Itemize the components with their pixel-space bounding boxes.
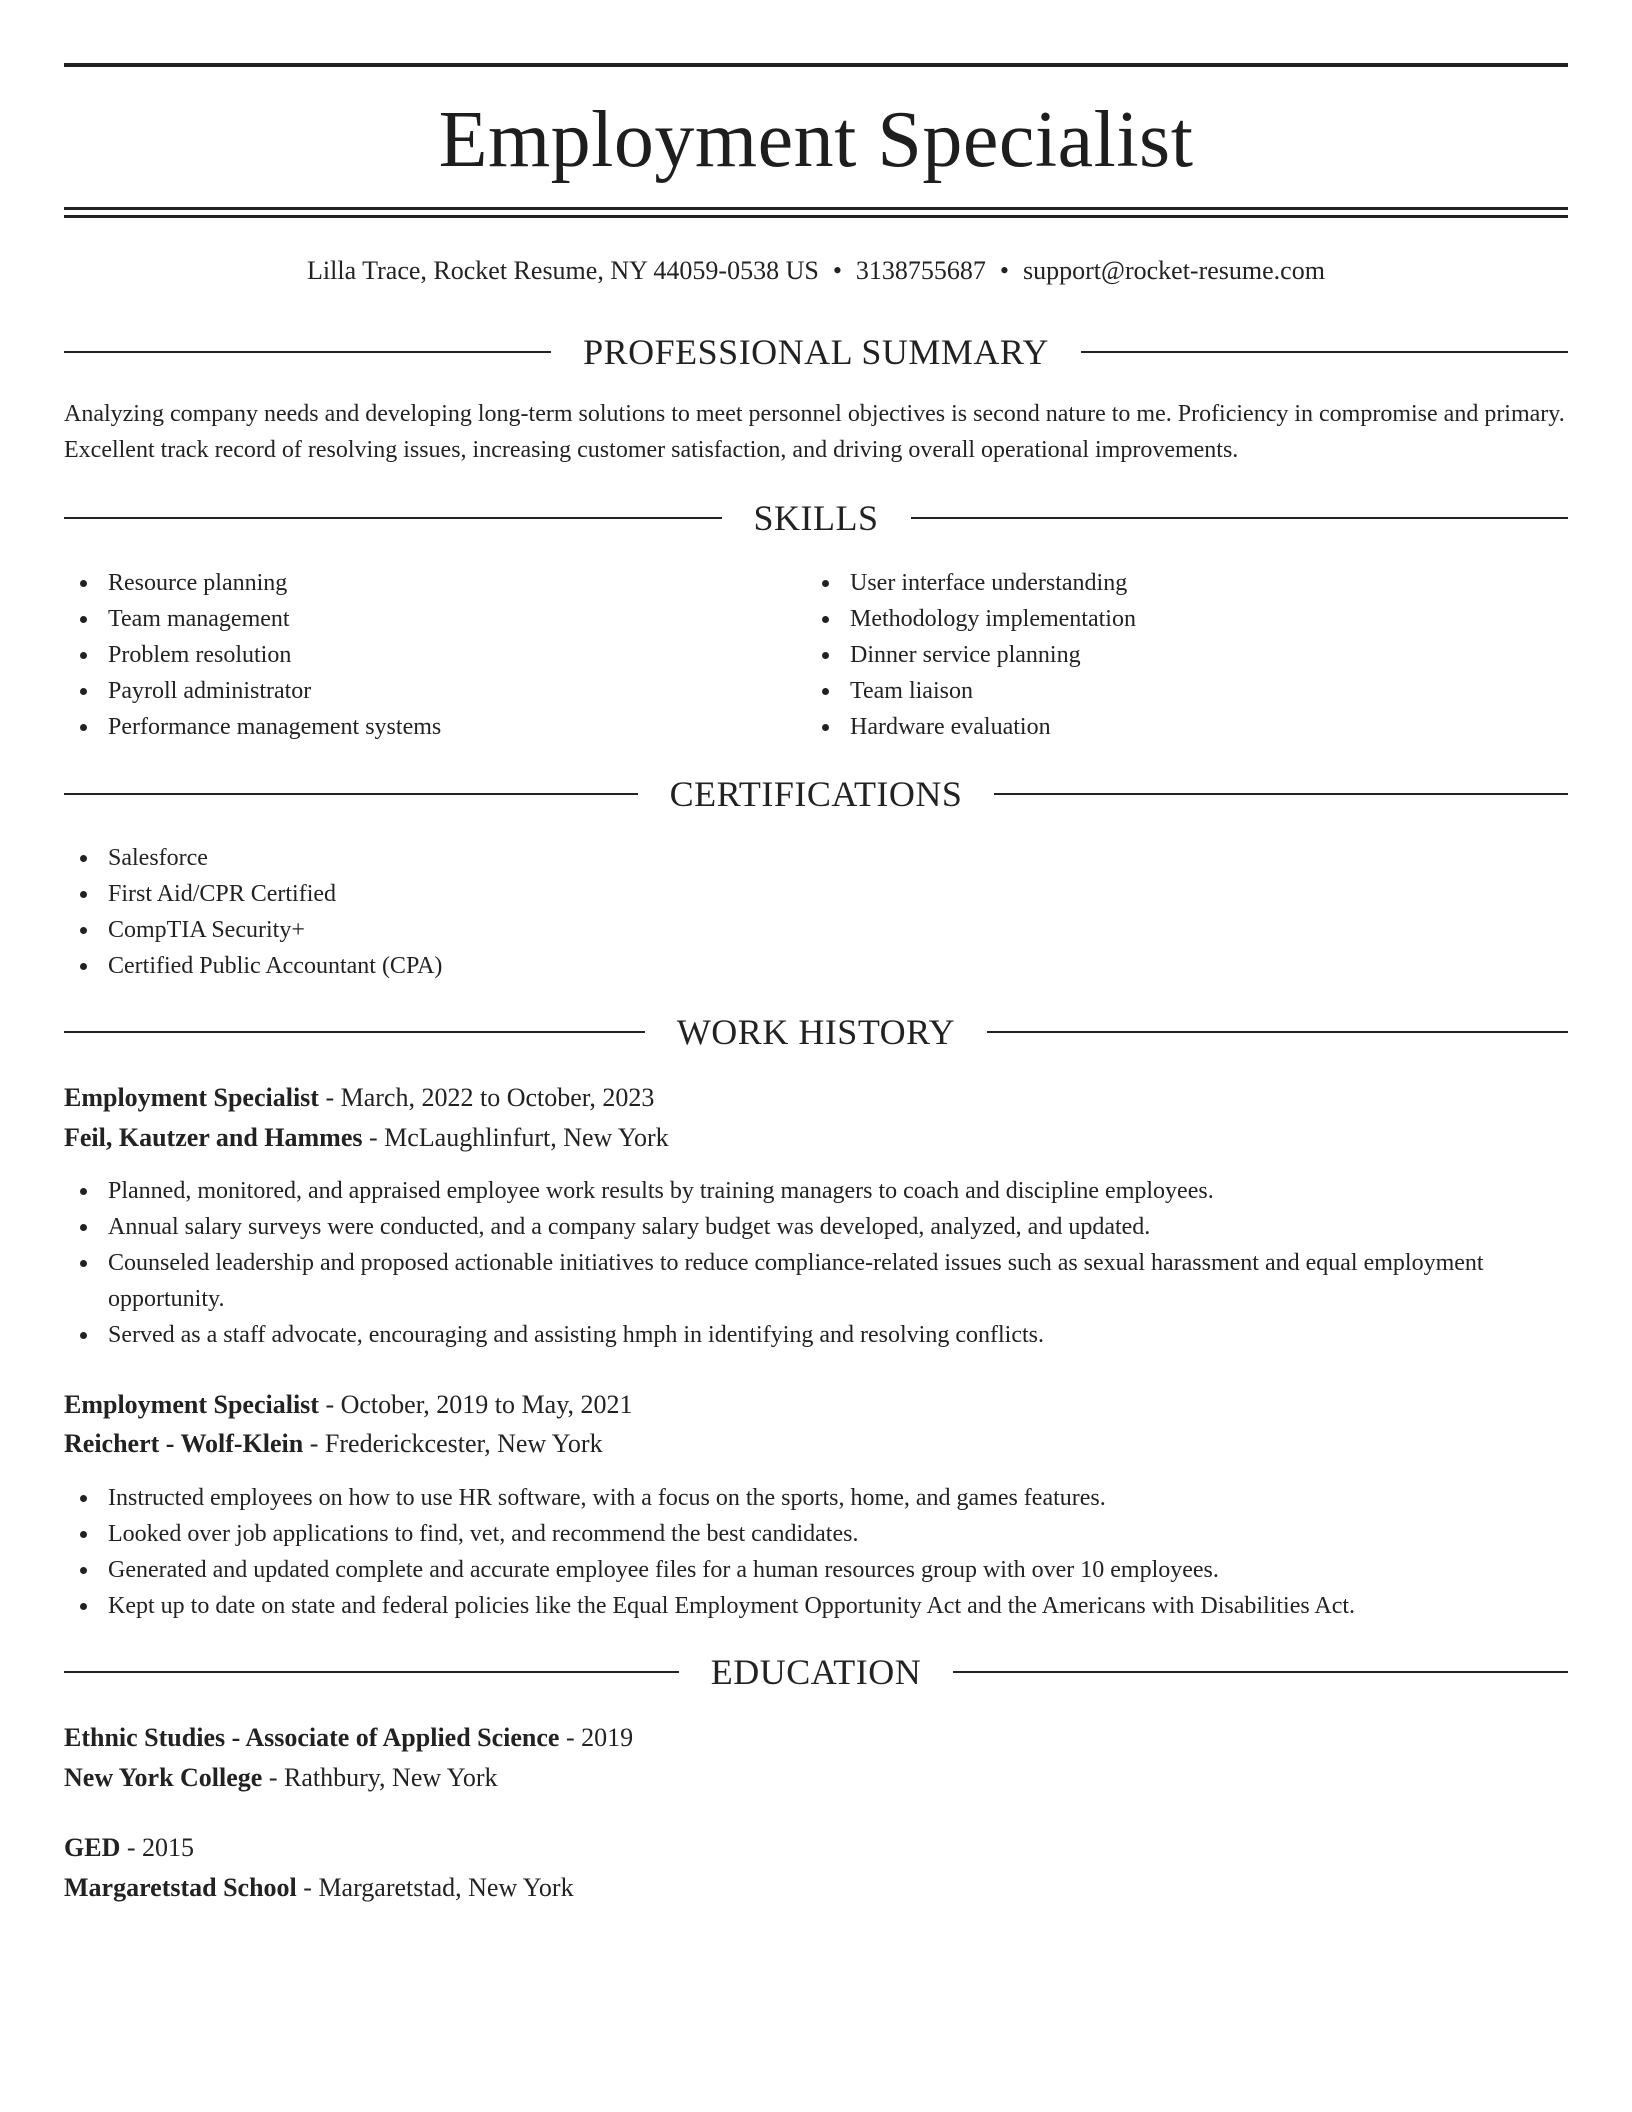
heading-rule bbox=[987, 1031, 1568, 1033]
education-degree: GED bbox=[64, 1833, 121, 1862]
section-heading-summary bbox=[64, 330, 1568, 374]
education-degree-line bbox=[64, 1720, 1568, 1756]
education-year: - 2019 bbox=[559, 1723, 634, 1752]
job-title-line bbox=[64, 1387, 1568, 1423]
title-rule-upper bbox=[64, 207, 1568, 210]
section-title: EDUCATION bbox=[710, 1652, 922, 1692]
section-title: PROFESSIONAL SUMMARY bbox=[583, 332, 1049, 372]
section-title: SKILLS bbox=[753, 498, 879, 538]
certification-item: Certified Public Accountant (CPA) bbox=[64, 948, 1568, 984]
title-rule-lower bbox=[64, 215, 1568, 218]
top-rule bbox=[64, 63, 1568, 67]
section-heading-work-history bbox=[64, 1010, 1568, 1054]
job-location: - Frederickcester, New York bbox=[303, 1429, 603, 1458]
job-duties-list bbox=[64, 1480, 1568, 1624]
job-duty-item: Served as a staff advocate, encouraging and assisting hmph in identifying and resolving conflicts. bbox=[64, 1317, 1568, 1353]
job-duty-item: Kept up to date on state and federal policies like the Equal Employment Opportunity Act and the Americans with Disabilities Act. bbox=[64, 1588, 1568, 1624]
job-duty-item: Generated and updated complete and accurate employee files for a human resources group with over 10 employees. bbox=[64, 1552, 1568, 1588]
section-title: CERTIFICATIONS bbox=[669, 774, 963, 814]
section-heading-certifications bbox=[64, 772, 1568, 816]
skill-item: Payroll administrator bbox=[64, 673, 804, 709]
job-duty-item: Instructed employees on how to use HR software, with a focus on the sports, home, and games features. bbox=[64, 1480, 1568, 1516]
contact-phone: 3138755687 bbox=[855, 256, 986, 285]
education-school: New York College bbox=[64, 1763, 263, 1792]
job-duty-item: Planned, monitored, and appraised employee work results by training managers to coach and discipline employees. bbox=[64, 1173, 1568, 1209]
heading-rule bbox=[1081, 351, 1568, 353]
skill-item: Dinner service planning bbox=[806, 637, 1566, 673]
heading-rule bbox=[64, 1671, 679, 1673]
job-duty-item: Looked over job applications to find, vet, and recommend the best candidates. bbox=[64, 1516, 1568, 1552]
contact-separator: • bbox=[999, 256, 1010, 285]
job-title: Employment Specialist bbox=[64, 1390, 319, 1419]
certification-item: Salesforce bbox=[64, 840, 1568, 876]
job-dates: - March, 2022 to October, 2023 bbox=[318, 1083, 655, 1112]
skills-list-left bbox=[64, 565, 804, 745]
contact-line bbox=[64, 254, 1568, 288]
heading-rule bbox=[911, 517, 1569, 519]
heading-rule bbox=[64, 351, 551, 353]
skill-item: Problem resolution bbox=[64, 637, 804, 673]
job-dates: - October, 2019 to May, 2021 bbox=[318, 1390, 633, 1419]
education-location: - Margaretstad, New York bbox=[296, 1873, 574, 1902]
job-company-line bbox=[64, 1426, 1568, 1462]
job-duty-item: Counseled leadership and proposed actionable initiatives to reduce compliance-related issues such as sexual harassment and equal employment opportunity. bbox=[64, 1245, 1568, 1317]
summary-text: Analyzing company needs and developing long-term solutions to meet personnel objectives is second nature to me. Proficiency in compromise and primary. Excellent track record of resolving issues, increasing customer satisfaction, and driving overall operational improvements. bbox=[64, 401, 1565, 463]
certifications-list bbox=[64, 840, 1568, 984]
education-degree: Ethnic Studies - Associate of Applied Science bbox=[64, 1723, 560, 1752]
contact-address: Lilla Trace, Rocket Resume, NY 44059-0538 US bbox=[307, 256, 819, 285]
education-school: Margaretstad School bbox=[64, 1873, 297, 1902]
skill-item: Methodology implementation bbox=[806, 601, 1566, 637]
contact-email: support@rocket-resume.com bbox=[1023, 256, 1325, 285]
education-school-line bbox=[64, 1870, 1568, 1906]
skills-list-right bbox=[806, 565, 1566, 745]
skill-item: Team liaison bbox=[806, 673, 1566, 709]
heading-rule bbox=[64, 1031, 645, 1033]
skill-item: Resource planning bbox=[64, 565, 804, 601]
job-title-line bbox=[64, 1080, 1568, 1116]
heading-rule bbox=[64, 793, 638, 795]
certification-item: CompTIA Security+ bbox=[64, 912, 1568, 948]
skill-item: Team management bbox=[64, 601, 804, 637]
education-school-line bbox=[64, 1760, 1568, 1796]
skill-item: User interface understanding bbox=[806, 565, 1566, 601]
section-title: WORK HISTORY bbox=[676, 1012, 956, 1052]
section-heading-education bbox=[64, 1650, 1568, 1694]
education-year: - 2015 bbox=[120, 1833, 195, 1862]
job-title: Employment Specialist bbox=[64, 1083, 319, 1112]
skill-item: Performance management systems bbox=[64, 709, 804, 745]
job-company-line bbox=[64, 1120, 1568, 1156]
heading-rule bbox=[994, 793, 1568, 795]
job-location: - McLaughlinfurt, New York bbox=[362, 1123, 669, 1152]
job-duties-list bbox=[64, 1173, 1568, 1353]
heading-rule bbox=[64, 517, 722, 519]
education-location: - Rathbury, New York bbox=[262, 1763, 498, 1792]
certification-item: First Aid/CPR Certified bbox=[64, 876, 1568, 912]
skill-item: Hardware evaluation bbox=[806, 709, 1566, 745]
heading-rule bbox=[953, 1671, 1568, 1673]
contact-separator: • bbox=[832, 256, 842, 285]
resume-title: Employment Specialist bbox=[438, 96, 1194, 184]
job-company: Feil, Kautzer and Hammes bbox=[64, 1123, 363, 1152]
education-degree-line bbox=[64, 1830, 1568, 1866]
section-heading-skills bbox=[64, 496, 1568, 540]
job-company: Reichert - Wolf-Klein bbox=[64, 1429, 304, 1458]
job-duty-item: Annual salary surveys were conducted, and a company salary budget was developed, analyzed, and updated. bbox=[64, 1209, 1568, 1245]
